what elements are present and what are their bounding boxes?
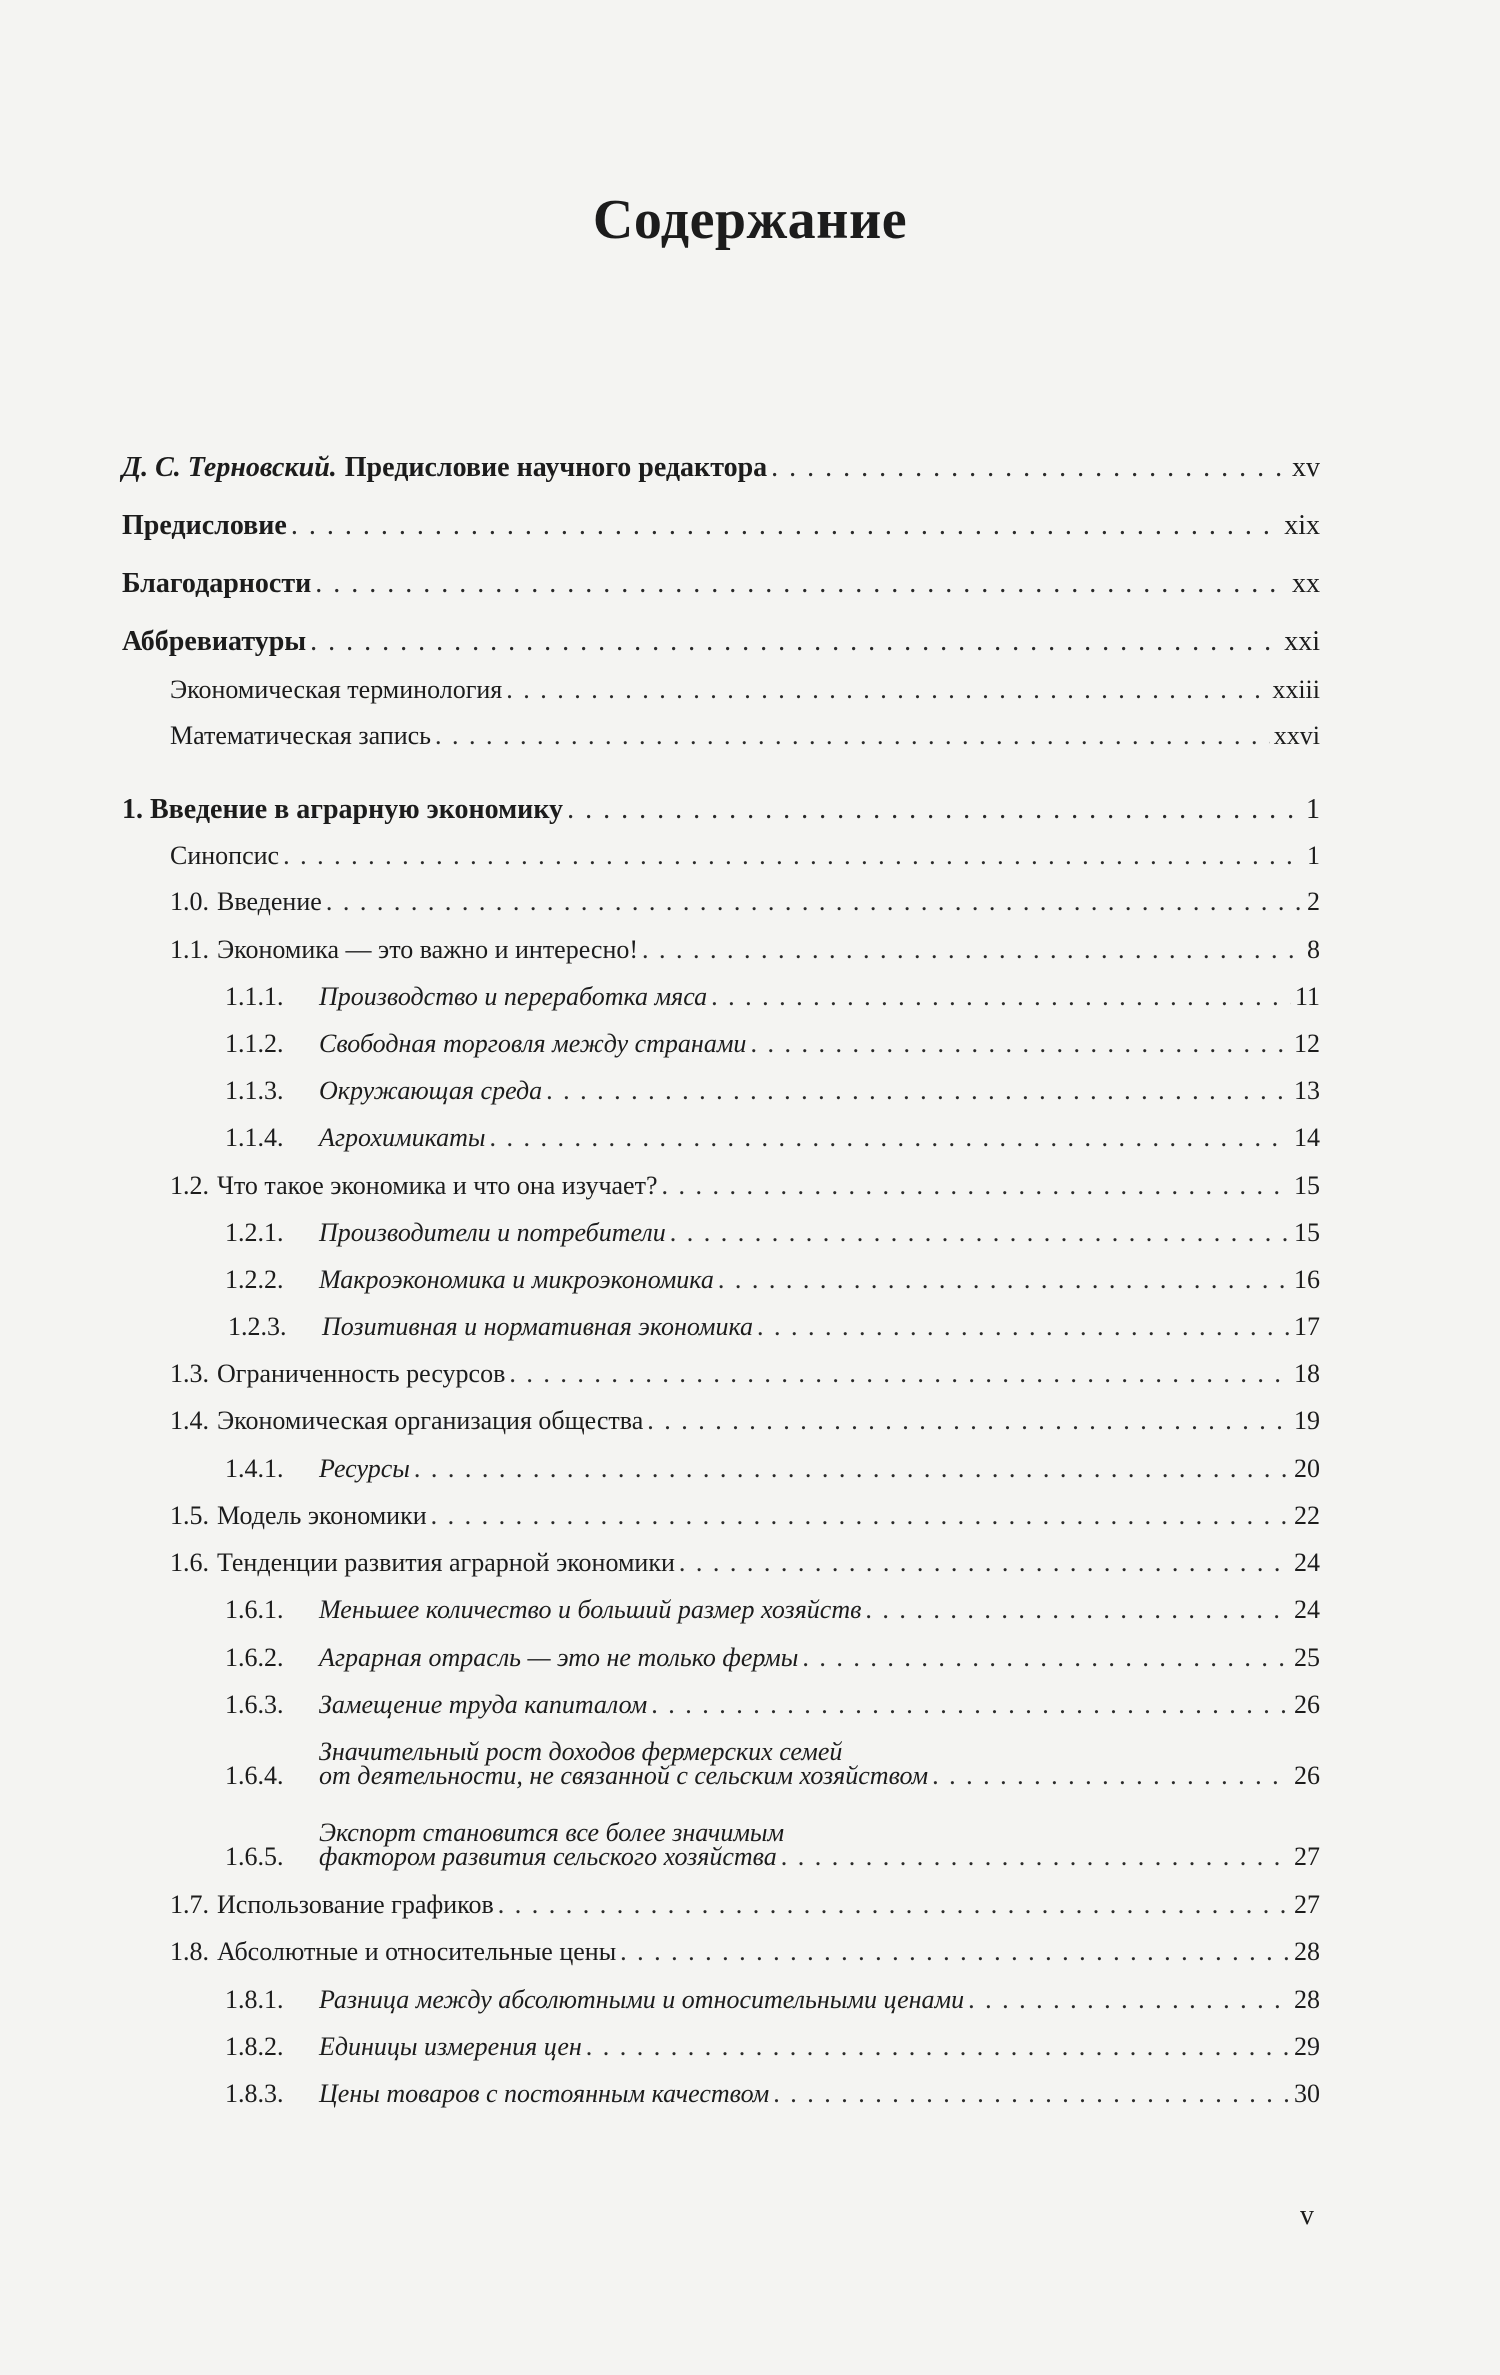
toc-dot-leader [310,619,1280,665]
toc-entry-page: 25 [1294,1643,1320,1672]
toc-entry-label: Окружающая среда [319,1076,543,1105]
toc-entry-number: 1.1.3. [225,1076,284,1105]
toc-entry-page: 19 [1294,1406,1320,1435]
toc-dot-leader [435,713,1270,759]
toc-entry-label: Экономическая организация общества [217,1406,644,1435]
toc-entry-number: 1.2.1. [225,1218,284,1247]
toc-entry-number: 1.8. [170,1937,209,1966]
toc-entry[interactable] [122,503,1320,549]
toc-entry-page: 28 [1294,1985,1320,2014]
toc-dot-leader [771,445,1288,491]
toc-entry-number: 1.8.2. [225,2032,284,2061]
toc-entry[interactable] [225,1753,1320,1799]
toc-entry-number: 1.8.3. [225,2079,284,2108]
toc-entry-label: Математическая запись [170,721,432,750]
toc-dot-leader [506,667,1268,713]
toc-entry-page: 26 [1294,1761,1320,1790]
toc-dot-leader [498,1882,1290,1928]
toc-entry-label: Тенденции развития аграрной экономики [217,1548,675,1577]
toc-entry[interactable] [225,1635,1320,1681]
toc-entry-page: xix [1284,510,1320,541]
toc-entry-page: 15 [1294,1218,1320,1247]
toc-entry-label: от деятельности, не связанной с сельским хозяйством [319,1761,929,1790]
toc-entry-label: Ограниченность ресурсов [217,1359,506,1388]
toc-entry[interactable] [170,1882,1320,1928]
toc-entry-page: 20 [1294,1454,1320,1483]
toc-entry-page: xv [1292,452,1320,483]
toc-entry[interactable] [122,445,1320,491]
toc-entry-label: Ресурсы [319,1454,410,1483]
toc-entry[interactable] [122,787,1320,833]
toc-entry-page: 13 [1294,1076,1320,1105]
toc-entry-label: Экономическая терминология [170,675,503,704]
toc-entry[interactable] [225,1115,1320,1161]
toc-entry-label: Абсолютные и относительные цены [217,1937,617,1966]
toc-entry-number: 1.3. [170,1359,209,1388]
toc-entry[interactable] [170,1163,1320,1209]
toc-entry-page: xxvi [1273,721,1320,750]
page-folio: v [1300,2200,1314,2231]
toc-dot-leader [662,1163,1290,1209]
toc-entry-label: Позитивная и нормативная экономика [322,1312,754,1341]
toc-dot-leader [750,1021,1290,1067]
toc-entry[interactable] [170,1540,1320,1586]
toc-entry[interactable] [170,1493,1320,1539]
toc-entry-number: 1.1.4. [225,1123,284,1152]
toc-entry-label: Меньшее количество и больший размер хозяйств [319,1595,862,1624]
toc-entry-label: Свободная торговля между странами [319,1029,747,1058]
toc-entry-page: 15 [1294,1171,1320,1200]
toc-entry-page: 29 [1294,2032,1320,2061]
toc-entry[interactable] [225,1977,1320,2023]
toc-entry[interactable] [225,1257,1320,1303]
toc-dot-leader [586,2024,1290,2070]
toc-dot-leader [773,2071,1290,2117]
toc-entry-page: 1 [1307,841,1320,870]
toc-entry-page: 16 [1294,1265,1320,1294]
toc-entry[interactable] [122,619,1320,665]
toc-dot-leader [546,1068,1290,1114]
toc-entry-label: Производство и переработка мяса [319,982,708,1011]
toc-entry-number: 1.2. [170,1171,209,1200]
toc-dot-leader [431,1493,1290,1539]
toc-entry-page: 24 [1294,1548,1320,1577]
toc-dot-leader [509,1351,1290,1397]
toc-entry-label: Единицы измерения цен [319,2032,582,2061]
toc-dot-leader [414,1446,1290,1492]
toc-entry[interactable] [170,927,1320,973]
toc-entry[interactable] [170,879,1320,925]
toc-entry-label: фактором развития сельского хозяйства [319,1842,777,1871]
toc-entry-number: 1.6.4. [225,1761,284,1790]
toc-entry-page: 24 [1294,1595,1320,1624]
toc-dot-leader [781,1834,1290,1880]
toc-dot-leader [968,1977,1290,2023]
toc-entry-label: Экономика — это важно и интересно! [217,935,639,964]
toc-entry-number: 1.1.2. [225,1029,284,1058]
toc-entry-number: 1.4. [170,1406,209,1435]
toc-dot-leader [865,1587,1290,1633]
toc-dot-leader [326,879,1303,925]
toc-entry[interactable] [225,1068,1320,1114]
toc-entry-page: 26 [1294,1690,1320,1719]
toc-entry-label: Разница между абсолютными и относительными ценами [319,1985,965,2014]
toc-entry-number: 1.1. [170,935,209,964]
toc-dot-leader [711,974,1291,1020]
toc-entry-page: 11 [1294,982,1320,1011]
toc-entry-label: Замещение труда капиталом [319,1690,648,1719]
toc-entry-number: 1.8.1. [225,1985,284,2014]
toc-entry-number: 1.2.2. [225,1265,284,1294]
toc-entry-page: xxiii [1272,675,1320,704]
toc-dot-leader [620,1929,1290,1975]
toc-entry[interactable] [170,1398,1320,1444]
toc-entry-page: 30 [1294,2079,1320,2108]
toc-entry-label: Производители и потребители [319,1218,666,1247]
toc-dot-leader [651,1682,1290,1728]
toc-dot-leader [757,1304,1290,1350]
toc-entry-page: 8 [1307,935,1320,964]
toc-entry-page: 18 [1294,1359,1320,1388]
toc-entry-page: xx [1292,568,1320,599]
toc-entry-label: Что такое экономика и что она изучает? [217,1171,658,1200]
toc-entry-label: Аграрная отрасль — это не только фермы [319,1643,799,1672]
toc-entry-page: 27 [1294,1842,1320,1871]
toc-entry[interactable] [228,1304,1320,1350]
toc-dot-leader [802,1635,1290,1681]
toc-entry[interactable] [225,1210,1320,1256]
toc-entry-page: 1 [1306,794,1320,825]
toc-entry[interactable] [225,2024,1320,2070]
toc-entry[interactable] [170,1929,1320,1975]
toc-dot-leader [718,1257,1290,1303]
toc-entry[interactable] [225,1834,1320,1880]
toc-entry-label: Синопсис [170,841,280,870]
toc-entry[interactable] [225,2071,1320,2117]
toc-entry[interactable] [225,1682,1320,1728]
toc-entry-label: Агрохимикаты [319,1123,486,1152]
toc-entry-label: 1. Введение в аграрную экономику [122,794,564,825]
toc-entry-number: 1.6.1. [225,1595,284,1624]
toc-entry-page: 22 [1294,1501,1320,1530]
toc-entry[interactable] [225,1587,1320,1633]
toc-entry-label: Аббревиатуры [122,626,307,657]
toc-entry[interactable] [122,561,1320,607]
toc-entry-page: 14 [1294,1123,1320,1152]
toc-dot-leader [315,561,1288,607]
toc-entry-number: 1.2.3. [228,1312,287,1341]
toc-entry-label: Макроэкономика и микроэкономика [319,1265,714,1294]
toc-entry-number: 1.4.1. [225,1454,284,1483]
toc-dot-leader [642,927,1303,973]
page-title: Содержание [592,189,908,251]
toc-entry[interactable] [170,667,1320,713]
toc-entry[interactable] [170,1351,1320,1397]
toc-entry-number: 1.6.5. [225,1842,284,1871]
toc-entry-page: 12 [1294,1029,1320,1058]
toc-entry-page: 17 [1294,1312,1320,1341]
toc-dot-leader [647,1398,1290,1444]
toc-entry-first-line: Значительный рост доходов фермерских семей [319,1737,843,1766]
toc-entry-page: 28 [1294,1937,1320,1966]
toc-entry-label: Цены товаров с постоянным качеством [319,2079,770,2108]
toc-entry[interactable] [225,1446,1320,1492]
toc-dot-leader [291,503,1280,549]
toc-entry-page: xxi [1284,626,1320,657]
toc-entry-number: 1.7. [170,1890,209,1919]
toc-dot-leader [283,833,1303,879]
toc-entry[interactable] [170,833,1320,879]
toc-entry-label: Использование графиков [217,1890,494,1919]
toc-entry-page: 2 [1307,887,1320,916]
toc-entry-number: 1.5. [170,1501,209,1530]
toc-entry[interactable] [225,1021,1320,1067]
toc-dot-leader [567,787,1302,833]
toc-entry-page: 27 [1294,1890,1320,1919]
toc-entry-label: Предисловие [122,510,287,541]
toc-dot-leader [490,1115,1290,1161]
toc-entry-number: 1.1.1. [225,982,284,1011]
toc-entry[interactable] [170,713,1320,759]
toc-entry-number: 1.0. [170,887,209,916]
toc-dot-leader [679,1540,1290,1586]
toc-entry-author: Д. С. Терновский. [122,452,337,483]
toc-entry-number: 1.6.2. [225,1643,284,1672]
toc-entry-first-line: Экспорт становится все более значимым [319,1818,785,1847]
toc-entry-label: Благодарности [122,568,312,599]
toc-dot-leader [670,1210,1290,1256]
toc-dot-leader [932,1753,1290,1799]
toc-entry-label: Введение [217,887,322,916]
toc-entry-label: Модель экономики [217,1501,427,1530]
toc-entry-number: 1.6. [170,1548,209,1577]
toc-entry-number: 1.6.3. [225,1690,284,1719]
toc-entry-label: Предисловие научного редактора [344,452,768,483]
toc-entry[interactable] [225,974,1320,1020]
